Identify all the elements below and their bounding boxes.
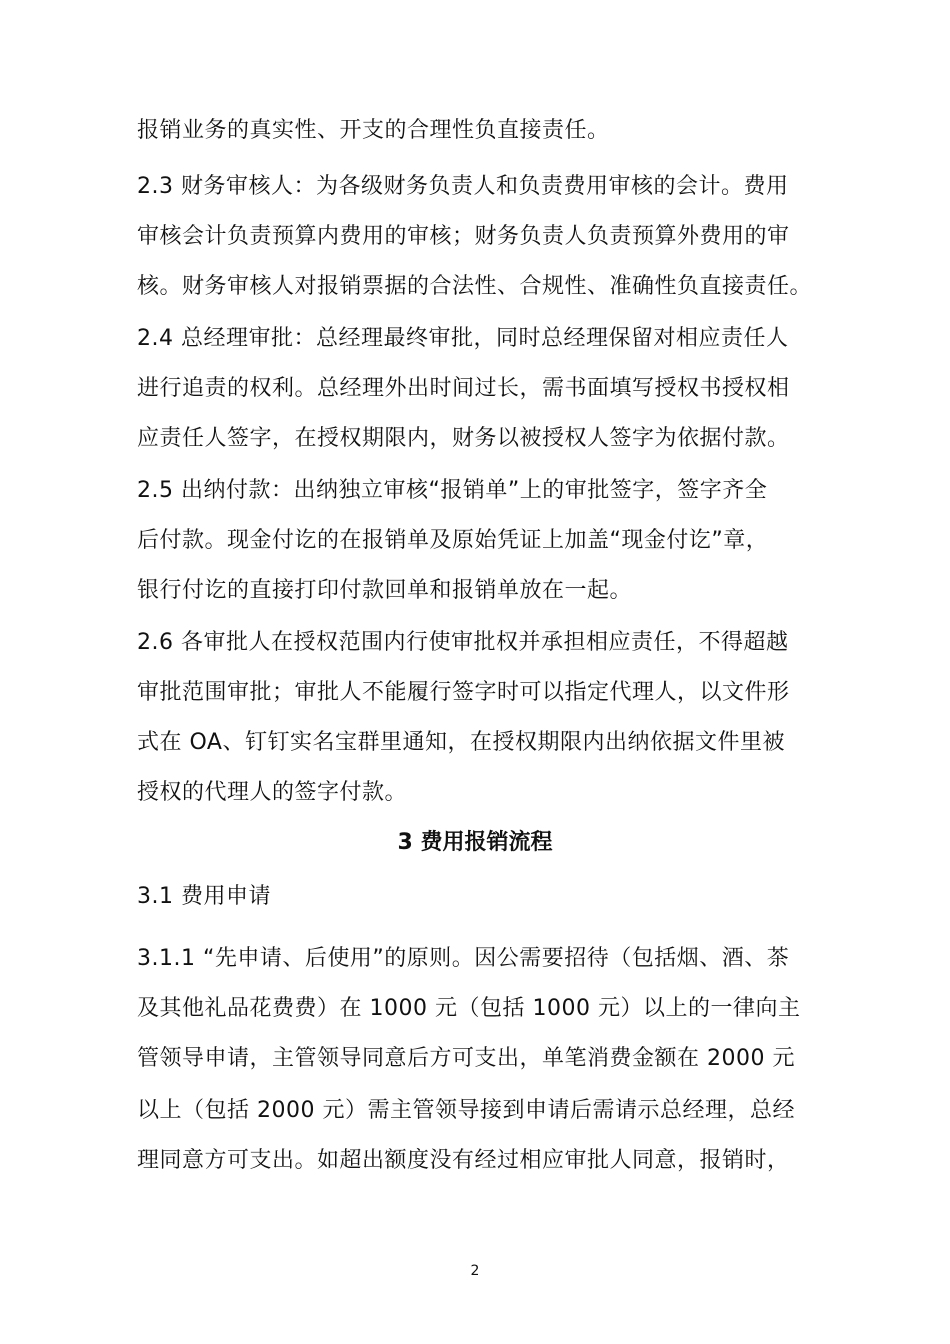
paragraph-line: 管领导申请，主管领导同意后方可支出，单笔消费金额在 2000 元: [137, 1046, 795, 1071]
paragraph-line: 2.6 各审批人在授权范围内行使审批权并承担相应责任，不得超越: [137, 630, 789, 655]
paragraph-line: 2.4 总经理审批：总经理最终审批，同时总经理保留对相应责任人: [137, 326, 789, 351]
paragraph-line: 审核会计负责预算内费用的审核；财务负责人负责预算外费用的审: [137, 224, 790, 249]
paragraph-line: 式在 OA、钉钉实名宝群里通知，在授权期限内出纳依据文件里被: [137, 730, 785, 755]
page-number: 2: [470, 1263, 480, 1279]
paragraph-line: 3.1.1 “先申请、后使用”的原则。因公需要招待（包括烟、酒、茶: [137, 946, 790, 971]
paragraph-line: 授权的代理人的签字付款。: [137, 780, 408, 805]
subsection-heading: 3.1 费用申请: [137, 884, 271, 909]
section-heading: 3 费用报销流程: [397, 830, 553, 855]
paragraph-line: 理同意方可支出。如超出额度没有经过相应审批人同意，报销时，: [137, 1148, 790, 1173]
paragraph-line: 2.5 出纳付款：出纳独立审核“报销单”上的审批签字，签字齐全: [137, 478, 768, 503]
paragraph-line: 后付款。现金付讫的在报销单及原始凭证上加盖“现金付讫”章，: [137, 528, 769, 553]
paragraph-line: 以上（包括 2000 元）需主管领导接到申请后需请示总经理，总经: [137, 1098, 795, 1123]
paragraph-line: 及其他礼品花费费）在 1000 元（包括 1000 元）以上的一律向主: [137, 996, 801, 1021]
paragraph-line: 银行付讫的直接打印付款回单和报销单放在一起。: [137, 578, 633, 603]
paragraph-line: 应责任人签字，在授权期限内，财务以被授权人签字为依据付款。: [137, 426, 790, 451]
paragraph-line: 核。财务审核人对报销票据的合法性、合规性、准确性负直接责任。: [137, 274, 813, 299]
paragraph-line: 审批范围审批；审批人不能履行签字时可以指定代理人，以文件形: [137, 680, 790, 705]
paragraph-line: 2.3 财务审核人：为各级财务负责人和负责费用审核的会计。费用: [137, 174, 789, 199]
paragraph-line: 进行追责的权利。总经理外出时间过长，需书面填写授权书授权相: [137, 376, 790, 401]
paragraph-line: 报销业务的真实性、开支的合理性负直接责任。: [137, 118, 610, 143]
